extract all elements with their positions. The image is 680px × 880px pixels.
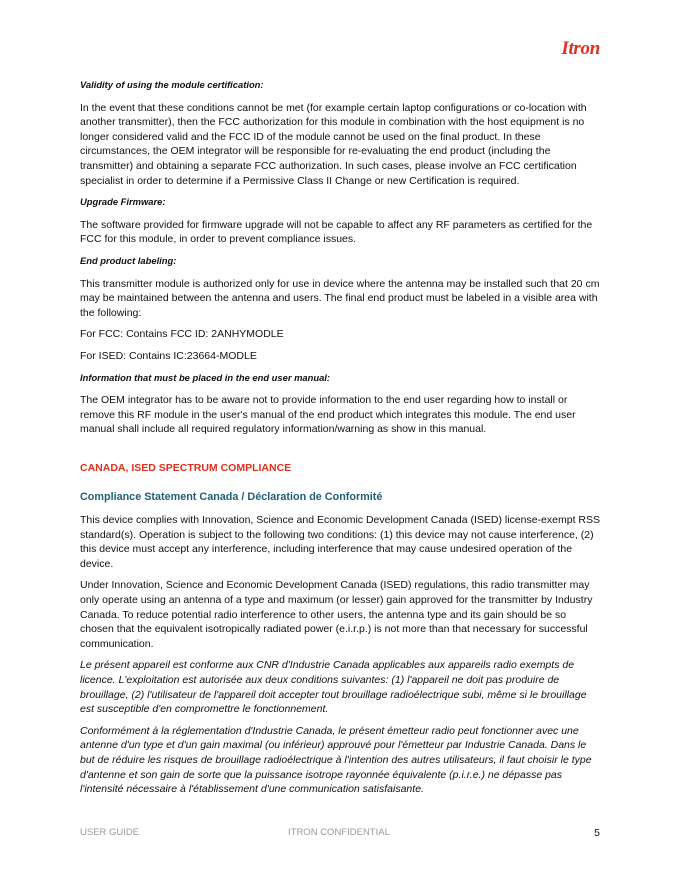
statement-en-paragraph-2: Under Innovation, Science and Economic Development Canada (ISED) regulations, this radio transmitter may only operate using an antenna of a type and maximum (or lesser) gain approved for the transmitter by Industry Canada. To reduce potential radio interference to other users, the antenna type and its gain should be so chosen that the equivalent isotropically radiated power (e.i.r.p.) is not more than that necessary for successful communication. (80, 579, 593, 650)
ised-id-line: For ISED: Contains IC:23664-MODLE (80, 349, 257, 362)
statement-fr-paragraph-2: Conformément à la réglementation d'Industrie Canada, le présent émetteur radio peut fonctionner avec une antenne d'un type et d'un gain maximal (ou inférieur) approuvé pour l'émetteur par Industrie Canada. Dans le but de réduire les risques de brouillage radioélectrique à l'intention des autres utilisateurs, il faut choisir le type d'antenne et son gain de sorte que la puissance isotrope rayonnée équivalente (p.i.r.e.) ne dépasse pas l'intensité nécessaire à l'établissement d'une communication satisfaisante. (80, 724, 592, 796)
itron-logo: Itron (561, 38, 600, 59)
page-body (80, 78, 600, 804)
footer-confidential: ITRON CONFIDENTIAL (288, 827, 390, 838)
labeling-paragraph: This transmitter module is authorized only for use in device where the antenna may be installed such that 20 cm may be maintained between the antenna and users. The final end product must be labeled in a visible area with the following: (80, 277, 600, 319)
validity-paragraph: In the event that these conditions cannot be met (for example certain laptop configurations or co-location with another transmitter), then the FCC authorization for this module in combination with the host equipment is no longer considered valid and the FCC ID of the module cannot be used on the final product. In these circumstances, the OEM integrator will be responsible for re-evaluating the end product (including the transmitter) and obtaining a separate FCC authorization. In such cases, please involve an FCC certification specialist in order to determine if a Permissive Class II Change or new Certification is required. (80, 101, 587, 187)
compliance-statement-heading: Compliance Statement Canada / Déclaration de Conformité (80, 491, 383, 504)
firmware-heading: Upgrade Firmware: (80, 196, 166, 208)
page-footer (80, 827, 600, 841)
labeling-heading: End product labeling: (80, 254, 177, 266)
canada-section-heading: CANADA, ISED SPECTRUM COMPLIANCE (80, 461, 292, 474)
firmware-paragraph: The software provided for firmware upgrade will not be capable to affect any RF parameters as certified for the FCC for this module, in order to prevent compliance issues. (80, 218, 593, 246)
statement-fr-paragraph-1: Le présent appareil est conforme aux CNR d'Industrie Canada applicables aux appareils radio exempts de licence. L'exploitation est autorisée aux deux conditions suivantes: (1) l'appareil ne doit pas produire de brouillage, (2) l'utilisateur de l'appareil doit accepter tout brouillage radioélectrique subi, même si le brouillage est susceptible d'en compromettre le fonctionnement. (80, 659, 587, 716)
validity-heading: Validity of using the module certification: (80, 79, 264, 90)
manual-paragraph: The OEM integrator has to be aware not to provide information to the end user regarding how to install or remove this RF module in the user's manual of the end product which integrates this module. The end user manual shall include all required regulatory information/warning as show in this manual. (80, 394, 576, 436)
fcc-id-line: For FCC: Contains FCC ID: 2ANHYMODLE (80, 328, 284, 341)
footer-doc-type: USER GUIDE (80, 827, 140, 838)
statement-en-paragraph-1: This device complies with Innovation, Science and Economic Development Canada (ISED) license-exempt RSS standard(s). Operation is subject to the following two conditions: (1) this device may not cause interference, (2) this device must accept any interference, including interference that may cause undesired operation of the device. (80, 514, 600, 570)
page-number: 5 (594, 827, 600, 839)
manual-heading: Information that must be placed in the end user manual: (80, 371, 331, 383)
